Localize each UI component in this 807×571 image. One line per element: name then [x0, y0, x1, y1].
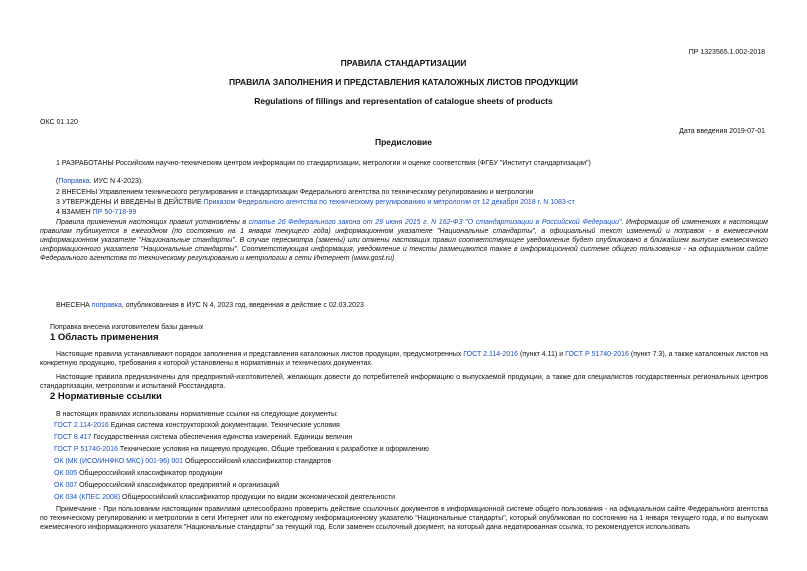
reference-item — [54, 421, 340, 430]
gost-r-51740-link[interactable]: ГОСТ Р 51740-2016 — [565, 351, 629, 358]
foreword-item-4 — [40, 208, 768, 217]
reference-code-link[interactable]: ОК 034 (КПЕС 2008) — [54, 494, 121, 501]
amendment-suffix: , опубликованная в ИУС N 4, 2023 год, введенная в действие с 02.03.2023 — [121, 302, 364, 309]
gost-2-114-link[interactable]: ГОСТ 2.114-2016 — [463, 351, 519, 358]
amendment-line — [40, 301, 768, 310]
amendment-db-note: Поправка внесена изготовителем базы данных — [50, 324, 204, 331]
reference-code-link[interactable]: ОК (МК (ИСО/ИНФКО МКС) 001-96) 001 — [54, 458, 184, 465]
foreword-rules-paragraph — [40, 218, 768, 263]
reference-item — [54, 445, 429, 454]
replaced-standard-link[interactable]: ПР 50-718-99 — [92, 209, 137, 216]
page-title: ПРАВИЛА СТАНДАРТИЗАЦИИ — [340, 58, 467, 68]
reference-code-link[interactable]: ГОСТ 8.417 — [54, 434, 92, 441]
introduction-date: Дата введения 2019-07-01 — [679, 128, 765, 135]
section-2-intro: В настоящих правилах использованы нормативные ссылки на следующие документы: — [56, 411, 338, 418]
reference-item — [54, 457, 331, 466]
page-subtitle: ПРАВИЛА ЗАПОЛНЕНИЯ И ПРЕДСТАВЛЕНИЯ КАТАЛОЖНЫХ ЛИСТОВ ПРОДУКЦИИ — [229, 77, 578, 87]
reference-title: Государственная система обеспечения единства измерений. Единицы величин — [91, 434, 353, 441]
foreword-item-2: 2 ВНЕСЕНЫ Управлением технического регулирования и стандартизации Федерального агентства по техническому регулированию и метрологии — [56, 189, 534, 196]
amendment-inline-link[interactable]: поправка — [91, 302, 122, 309]
foreword-amendment-note: (Поправка. ИУС N 4-2023). — [56, 178, 144, 185]
reference-code-link[interactable]: ГОСТ 2.114-2016 — [54, 422, 109, 429]
reference-item — [54, 493, 395, 502]
reference-title: Единая система конструкторской документации. Технические условия — [108, 422, 340, 429]
reference-title: Общероссийский классификатор продукции — [77, 470, 223, 477]
oks-code: ОКС 01.120 — [40, 119, 78, 126]
doc-code: ПР 1323565.1.002-2018 — [688, 49, 765, 56]
foreword-item-1: 1 РАЗРАБОТАНЫ Российским научно-техническим центром информации по стандартизации, метрологии и оценке соответствия (ФГБУ "Институт стандартизации") — [56, 160, 591, 167]
reference-code-link[interactable]: ОК 005 — [54, 470, 78, 477]
federal-law-link[interactable]: статье 26 Федерального закона от 29 июня 2015 г. N 162-ФЗ "О стандартизации в Российской Федерации" — [248, 219, 622, 226]
amendment-link[interactable]: Поправка — [58, 178, 90, 185]
amendment-prefix: ВНЕСЕНА — [56, 302, 92, 309]
reference-code-link[interactable]: ГОСТ Р 51740-2016 — [54, 446, 118, 453]
section-1-paragraph-1 — [40, 350, 768, 368]
foreword-item-3 — [40, 198, 768, 207]
reference-item — [54, 469, 222, 478]
s1-text-b: (пункт 4.11) и — [518, 351, 566, 358]
rules-text-a: Правила применения настоящих правил установлены в — [56, 219, 249, 226]
item3-text: 3 УТВЕРЖДЕНЫ И ВВЕДЕНЫ В ДЕЙСТВИЕ — [56, 199, 204, 206]
reference-item — [54, 481, 279, 490]
reference-title: Общероссийский классификатор продукции по видам экономической деятельности — [120, 494, 396, 501]
section-1-heading: 1 Область применения — [50, 332, 159, 343]
foreword-heading: Предисловие — [374, 137, 433, 147]
section-2-heading: 2 Нормативные ссылки — [50, 391, 162, 402]
section-2-note: Примечание - При пользовании настоящими правилами целесообразно проверить действие ссылочных документов в информационной системе общего пользования - на официальном сайте Федерального агентства по техническому регулированию и метрологии в сети Интернет или по ежегодному информационному указателю "Национальные стандарты", который опубликован по состоянию на 1 января текущего года, и по выпускам ежемесячного информационного указателя "Национальные стандарты" за текущий год. Если заменен ссылочный документ, на который дана недатированная ссылка, то рекомендуется использовать — [40, 506, 768, 531]
item4-text: 4 ВЗАМЕН — [56, 209, 93, 216]
english-title: Regulations of fillings and representation of catalogue sheets of products — [254, 96, 553, 106]
reference-title: Общероссийский классификатор стандартов — [183, 458, 332, 465]
reference-title: Технические условия на пищевую продукцию. Общие требования к разработке и оформлению — [117, 446, 429, 453]
rules-text-b: . Информация об изменениях к настоящим правилам публикуется в ежегодном (по состоянию на 1 января текущего года) информационном указателе "Национальные стандарты", а официальный текст изменений и поправок - в ежемесячном информационном указателе "Национальные стандарты". В случае пересмотра (замены) или отмены настоящих правил соответствующее уведомление будет опубликовано в ближайшем выпуске ежемесячного информационного указателя "Национальные стандарты". Соответствующая информация, уведомление и тексты размещаются также в информационной системе общего пользования - на официальном сайте Федерального агентства по техническому регулированию и метрологии в сети Интернет (www.gost.ru) — [40, 219, 768, 262]
order-link[interactable]: Приказом Федерального агентства по техническому регулированию и метрологии от 12 декабря 2018 г. N 1083-ст — [203, 199, 575, 206]
reference-item — [54, 433, 352, 442]
s1-text-a: Настоящие правила устанавливают порядок заполнения и представления каталожных листов продукции, предусмотренных — [56, 351, 464, 358]
reference-title: Общероссийский классификатор предприятий и организаций — [77, 482, 280, 489]
reference-code-link[interactable]: ОК 007 — [54, 482, 78, 489]
amendment-issue: . ИУС N 4-2023). — [89, 178, 144, 185]
s1-text-c: (пункт 7.3), а также каталожных листов на конкретную продукцию, требования к которой установлены в нормативных и технических документах. — [40, 351, 768, 367]
section-1-paragraph-2: Настоящие правила предназначены для предприятий-изготовителей, желающих довести до потребителей информацию о выпускаемой продукции, а также для специалистов государственных региональных центров стандартизации, метрологии и испытаний Росстандарта. — [40, 374, 768, 390]
